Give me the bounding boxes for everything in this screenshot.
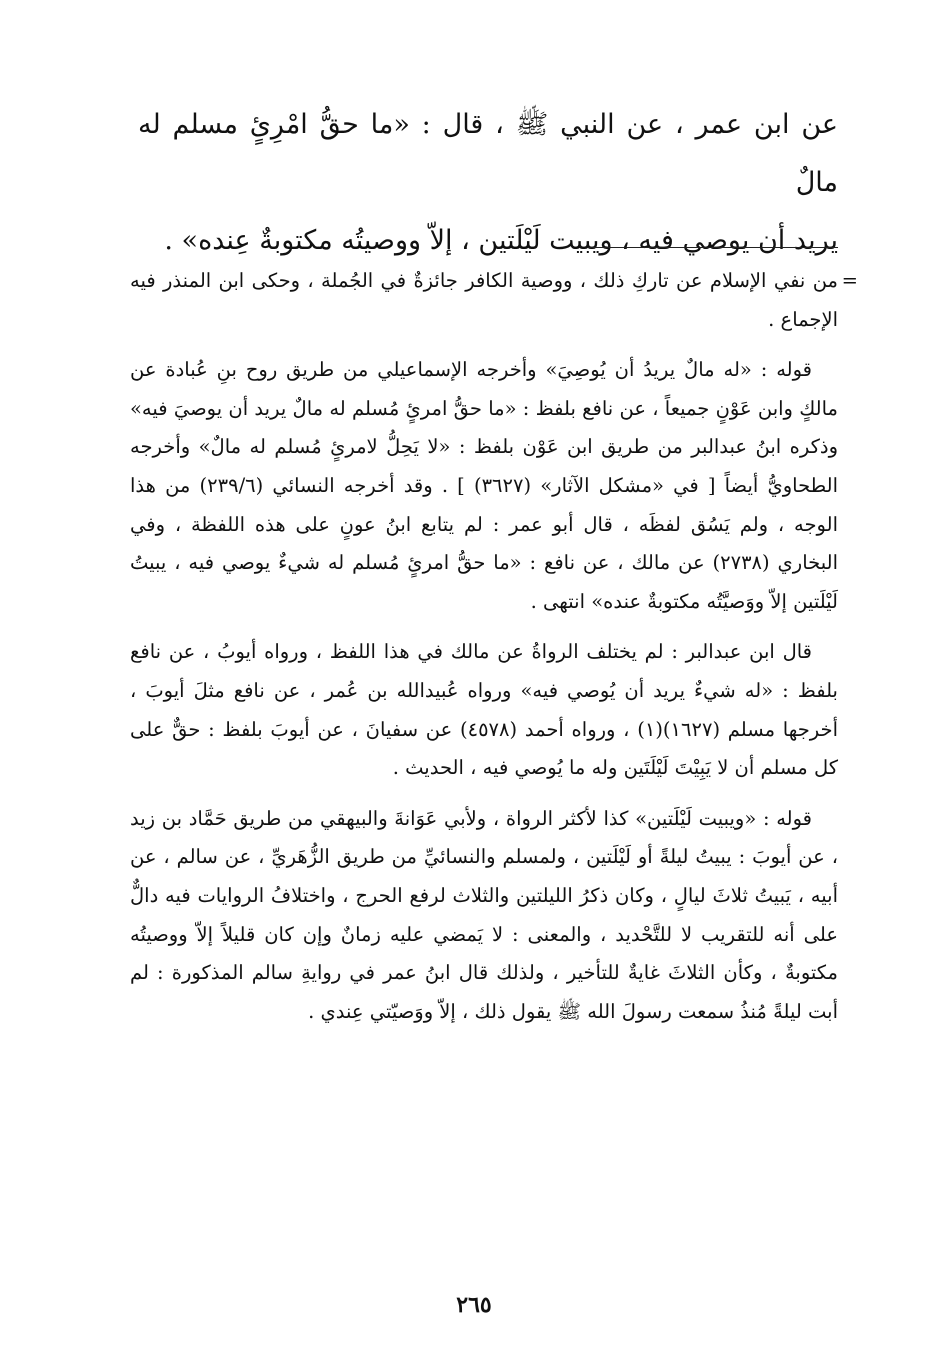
- continuation-mark: =: [841, 269, 858, 292]
- commentary-block: [130, 262, 858, 1043]
- hadith-line-1: عن ابن عمر ، عن النبي ﷺ ، قال : «ما حقُّ امْرِئٍ مسلم له مالٌ: [138, 109, 838, 198]
- commentary-paragraph-2: قوله : «له مالٌ يريدُ أن يُوصِيَ» وأخرجه الإسماعيلي من طريق روح بنِ عُبادة عن مالكٍ وابن عَوْنٍ جميعاً ، عن نافع بلفظ : «ما حقُّ امرئٍ مُسلم له مالٌ يريد أن يوصيَ فيه» وذكره ابنُ عبدالبر من طريق ابن عَوْن بلفظ : «لا يَحِلُّ لامرئٍ مُسلم له مالٌ» وأخرجه الطحاويُّ أيضاً [ في «مشكل الآثار» (٣٦٢٧) ] . وقد أخرجه النسائي (٢٣٩/٦) من هذا الوجه ، ولم يَسُق لفظَه ، قال أبو عمر : لم يتابع ابنُ عونٍ على هذه اللفظة ، وفي البخاري (٢٧٣٨) عن مالك ، عن نافع : «ما حقُّ امرئٍ مُسلم له شيءٌ يوصي فيه ، يبيتُ لَيْلَتين إلاّ ووَصيَّتُه مكتوبةٌ عنده» انتهى .: [130, 358, 839, 613]
- footnote-separator: [588, 247, 838, 248]
- commentary-paragraph-1: [130, 262, 858, 339]
- commentary-paragraph-1-text: من نفي الإسلام عن تاركِ ذلك ، ووصية الكافر جائزةٌ في الجُملة ، وحكى ابن المنذر فيه الإجماع .: [130, 269, 838, 331]
- hadith-line-2: يريد أن يوصي فيه ، ويبيت لَيْلَتين ، إلاّ ووصيتُه مكتوبةٌ عِنده» .: [164, 225, 838, 256]
- page-number: ٢٦٥: [456, 1292, 492, 1318]
- hadith-text: [138, 96, 838, 270]
- commentary-paragraph-4: قوله : «ويبيت لَيْلَتين» كذا لأكثر الرواة ، ولأبي عَوَانةَ والبيهقي من طريق حَمَّاد بن زيد ، عن أيوبَ : يبيتُ ليلةً أو لَيْلَتين ، ولمسلم والنسائيِّ من طريق الزُّهَريِّ ، عن سالم ، عن أبيه ، يَبيتُ ثلاثَ ليالٍ ، وكان ذكرُ الليلتين والثلاث لرفع الحرج ، واختلافُ الروايات فيه دالٌّ على أنه للتقريب لا للتَّحْديد ، والمعنى : لا يَمضي عليه زمانٌ وإن كان قليلاً إلاّ ووصيتُه مكتوبةٌ ، وكأن الثلاثَ غايةٌ للتأخير ، ولذلك قال ابنُ عمر في روايةِ سالم المذكورة : لم أبت ليلةً مُنذُ سمعت رسولَ الله ﷺ يقول ذلك ، إلاّ ووَصيّتي عِندي .: [130, 806, 838, 1023]
- commentary-paragraph-3: قال ابن عبدالبر : لم يختلف الرواةُ عن مالك في هذا اللفظ ، ورواه أيوبُ ، عن نافع بلفظ : «له شيءٌ يريد أن يُوصي فيه» ورواه عُبيدالله بن عُمر ، عن نافع مثلَ أيوبَ ، أخرجها مسلم (١٦٢٧)(١) ، ورواه أحمد (٤٥٧٨) عن سفيانَ ، عن أيوبَ بلفظ : حقٌّ على كل مسلم أن لا يَبِيْتَ لَيْلَتَين وله ما يُوصي فيه ، الحديث .: [130, 640, 839, 780]
